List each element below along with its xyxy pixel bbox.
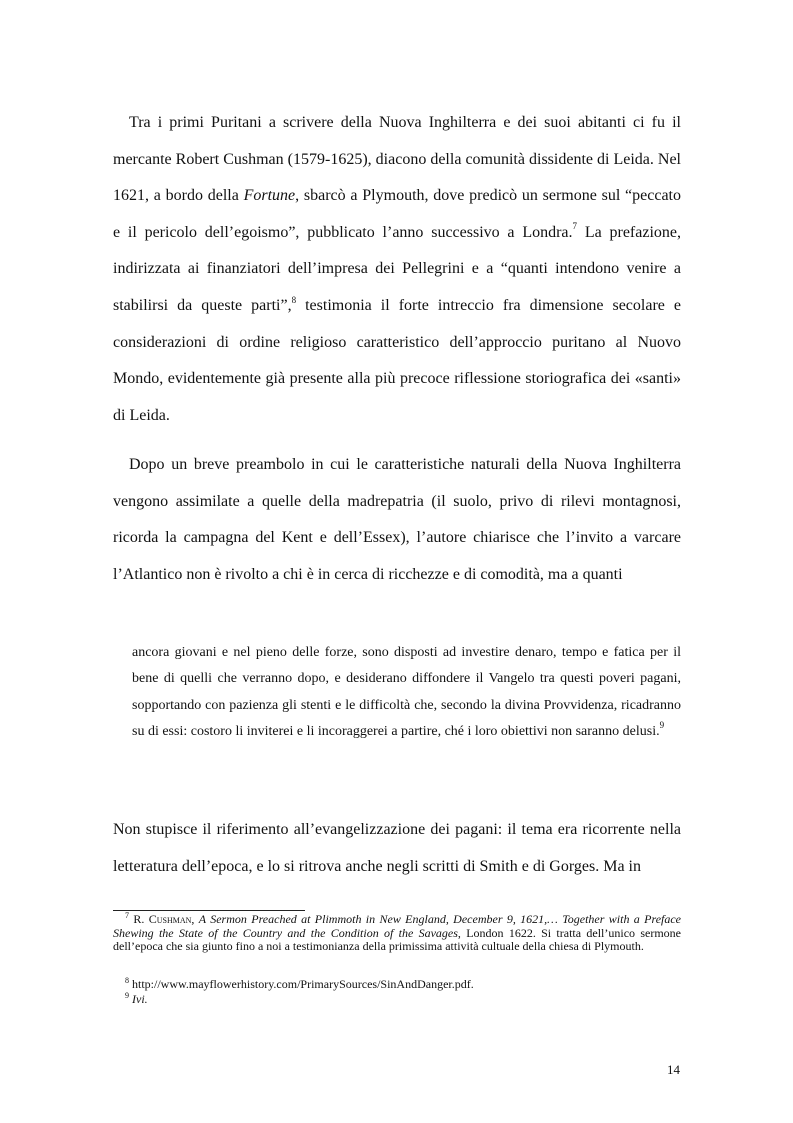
footnote-7-number: 7 bbox=[125, 911, 129, 920]
block-quote-text: ancora giovani e nel pieno delle forze, sono disposti ad investire denaro, tempo e fatica per il bene di quelli che verranno dopo, e desiderano diffondere il Vangelo tra questi poveri pagani, sopportando con pazienza gli stenti e le difficoltà che, secondo la divina Provvidenza, ricadranno su di essi: costoro li inviterei e li incoraggerei a partire, ché i loro obiettivi non saranno delusi. bbox=[132, 645, 681, 739]
paragraph-1-text-b: , sbarcò a Plymouth, dove predicò un sermone sul “peccato e il pericolo dell’egoismo”, pubblicato l’anno successivo a Londra. bbox=[113, 187, 681, 241]
paragraph-2: Dopo un breve preambolo in cui le caratteristiche naturali della Nuova Inghilterra vengono assimilate a quelle della madrepatria (il suolo, privo di rilevi montagnosi, ricorda la campagna del Kent e dell’Essex), l’autore chiarisce che l’invito a varcare l’Atlantico non è rivolto a chi è in cerca di ricchezze e di comodità, ma a quanti bbox=[113, 456, 681, 583]
paragraph-1-text-c: La prefazione, indirizzata ai finanziatori dell’impresa dei Pellegrini e a “quanti intendono venire a stabilirsi da queste parti”, bbox=[113, 223, 681, 314]
footnote-8-number: 8 bbox=[125, 976, 129, 985]
footnote-8-url[interactable]: http://www.mayflowerhistory.com/PrimarySources/SinAndDanger.pdf. bbox=[132, 977, 474, 991]
footnote-7-text: , London 1622. Si tratta dell’unico sermone dell’epoca che sia giunto fino a noi a testimonianza della primissima attività cultuale della chiesa di Plymouth. bbox=[113, 925, 681, 953]
footnote-9-number: 9 bbox=[125, 991, 129, 1000]
paragraph-1 bbox=[113, 105, 681, 434]
paragraph-3: Non stupisce il riferimento all’evangelizzazione dei pagani: il tema era ricorrente nella letteratura dell’epoca, e lo si ritrova anche negli scritti di Smith e di Gorges. Ma in bbox=[113, 821, 681, 875]
footnote-7-title: A Sermon Preached at Plimmoth in New England, December 9, 1621,… Together with a Preface Shewing the State of the Country and the Condition of the Savages bbox=[113, 912, 682, 940]
footnote-9-text: Ivi. bbox=[132, 992, 148, 1006]
footnote-ref-7[interactable]: 7 bbox=[572, 221, 578, 232]
paragraph-1-text-d: testimonia il forte intreccio fra dimensione secolare e considerazioni di ordine religioso caratteristico dell’approccio puritano al Nuovo Mondo, evidentemente già presente alla più precoce riflessione storiografica dei «santi» di Leida. bbox=[113, 296, 681, 424]
footnote-7-author-initial: R. bbox=[133, 912, 149, 926]
footnote-7 bbox=[113, 913, 681, 954]
footnote-8 bbox=[113, 978, 681, 992]
footnote-7-separator: , bbox=[191, 912, 199, 926]
block-quote bbox=[132, 640, 681, 745]
page-number: 14 bbox=[667, 1062, 680, 1077]
footnote-7-author: Cushman bbox=[148, 912, 192, 926]
footnote-ref-9[interactable]: 9 bbox=[659, 720, 665, 731]
footnote-ref-8[interactable]: 8 bbox=[291, 294, 297, 305]
footnote-9 bbox=[113, 993, 681, 1007]
footnote-separator bbox=[113, 910, 305, 911]
paragraph-1-text-a: Tra i primi Puritani a scrivere della Nuova Inghilterra e dei suoi abitanti ci fu il mercante Robert Cushman (1579-1625), diacono della comunità dissidente di Leida. Nel 1621, a bordo della bbox=[113, 114, 681, 205]
ship-name-fortune: Fortune bbox=[243, 187, 296, 205]
